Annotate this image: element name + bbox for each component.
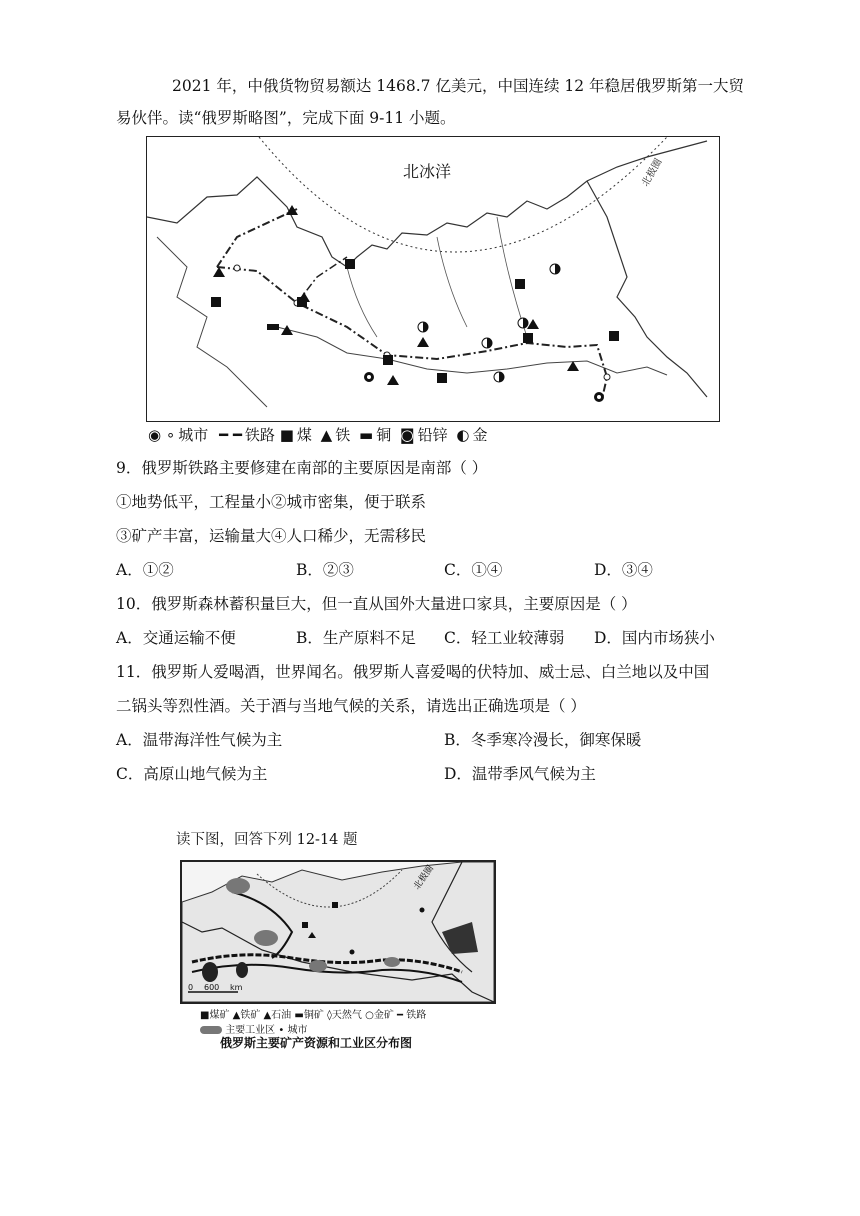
map2-legend	[200, 1006, 426, 1036]
map2-legend-industrial-label: 主要工业区 • 城市	[225, 1025, 308, 1036]
scale-zero: 0	[188, 983, 194, 992]
map2-legend-line-1: ■煤矿 ▲铁矿 ▲石油 ▬铜矿 ◊天然气 ○金矿 ━ 铁路	[200, 1010, 427, 1021]
q9-option-d[interactable]: D．③④	[594, 561, 653, 579]
industrial-zone-swatch-icon	[200, 1026, 222, 1034]
q10-option-b[interactable]: B．生产原料不足	[296, 629, 416, 647]
map1-circle-label: 北极圈	[640, 157, 665, 189]
map1-ocean-label: 北冰洋	[403, 162, 452, 181]
copper-symbol-icon: ▬	[359, 426, 374, 444]
gold-symbol-icon: ◐	[456, 426, 470, 444]
leadzinc-symbol-icon: ◙	[400, 426, 415, 444]
map1-legend	[148, 424, 487, 445]
legend-iron: 铁	[335, 426, 351, 444]
q10-option-a[interactable]: A．交通运输不便	[116, 629, 236, 647]
q9-statements-1: ①地势低平，工程量小②城市密集，便于联系	[116, 493, 427, 511]
part2-prompt: 读下图，回答下列 12-14 题	[176, 832, 358, 848]
map2-caption: 俄罗斯主要矿产资源和工业区分布图	[220, 1036, 413, 1050]
legend-city: 城市	[178, 426, 209, 444]
russia-map-drawing	[147, 137, 719, 421]
railway-symbol-icon: ━ ━	[219, 426, 242, 444]
q9-statements-2: ③矿产丰富，运输量大④人口稀少，无需移民	[116, 527, 427, 545]
map2-circle-label: 北极圈	[412, 863, 436, 892]
legend-leadzinc: 铅锌	[417, 426, 448, 444]
city-symbol-icon: ◉ ∘	[148, 426, 176, 444]
q9-option-c[interactable]: C．①④	[444, 561, 503, 579]
intro-line-1: 2021 年，中俄货物贸易额达 1468.7 亿美元，中国连续 12 年稳居俄罗斯第一大贸	[172, 77, 745, 95]
q9-option-b[interactable]: B．②③	[296, 561, 354, 579]
q10-option-c[interactable]: C．轻工业较薄弱	[444, 629, 565, 647]
resource-industry-map-drawing	[182, 862, 494, 1002]
q11-option-c[interactable]: C．高原山地气候为主	[116, 765, 268, 783]
coal-symbol-icon: ■	[279, 426, 294, 444]
scale-number: 600	[204, 983, 220, 992]
q9-stem: 9．俄罗斯铁路主要修建在南部的主要原因是南部（ ）	[116, 459, 488, 477]
iron-symbol-icon: ▲	[320, 426, 333, 444]
q10-option-d[interactable]: D．国内市场狭小	[594, 629, 715, 647]
legend-copper: 铜	[376, 426, 392, 444]
q11-stem-1: 11．俄罗斯人爱喝酒，世界闻名。俄罗斯人喜爱喝的伏特加、威士忌、白兰地以及中国	[116, 663, 710, 681]
q10-stem: 10．俄罗斯森林蓄积量巨大，但一直从国外大量进口家具，主要原因是（ ）	[116, 595, 637, 613]
resource-industry-map	[180, 860, 496, 1004]
intro-line-2: 易伙伴。读“俄罗斯略图”，完成下面 9-11 小题。	[116, 109, 456, 127]
legend-coal: 煤	[296, 426, 312, 444]
q9-option-a[interactable]: A．①②	[116, 561, 174, 579]
scale-unit: km	[230, 983, 243, 992]
q11-option-b[interactable]: B．冬季寒冷漫长，御寒保暖	[444, 731, 642, 749]
russia-sketch-map	[146, 136, 720, 422]
legend-railway: 铁路	[244, 426, 275, 444]
legend-gold: 金	[472, 426, 488, 444]
q11-option-d[interactable]: D．温带季风气候为主	[444, 765, 596, 783]
q11-stem-2: 二锅头等烈性酒。关于酒与当地气候的关系，请选出正确选项是（ ）	[116, 697, 586, 715]
q11-option-a[interactable]: A．温带海洋性气候为主	[116, 731, 283, 749]
